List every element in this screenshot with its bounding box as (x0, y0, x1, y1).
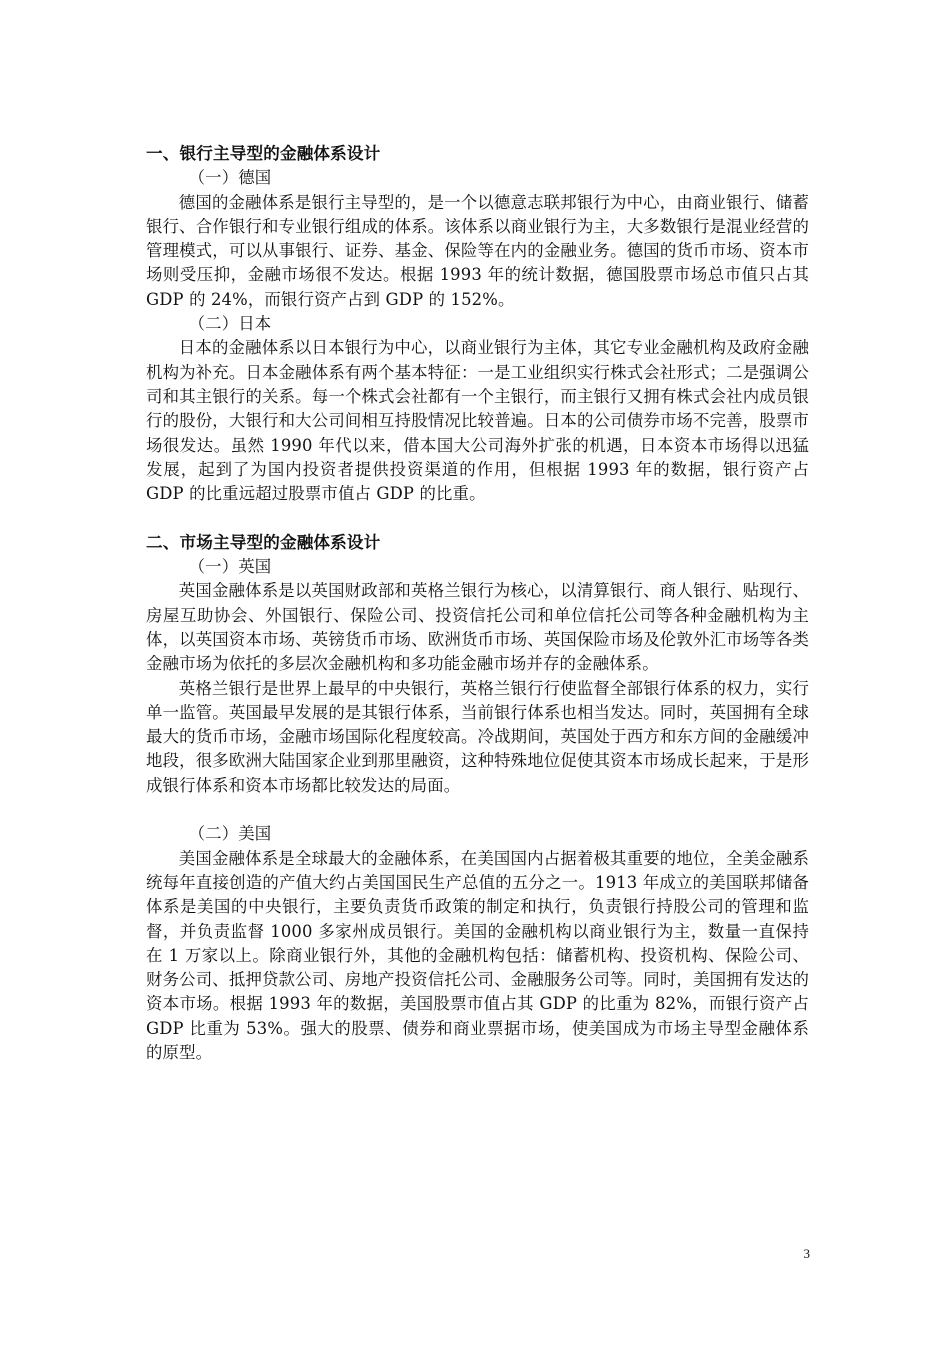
paragraph-us: 美国金融体系是全球最大的金融体系，在美国国内占据着极其重要的地位，全美金融系统每年直接创造的产值大约占美国国民生产总值的五分之一。1913 年成立的美国联邦储备体系是美国的中央银行，主要负责货币政策的制定和执行，负责银行持股公司的管理和监督，并负责监督 1000 多家州成员银行。美国的金融机构以商业银行为主，数量一直保持在 1 万家以上。除商业银行外，其他的金融机构包括：储蓄机构、投资机构、保险公司、财务公司、抵押贷款公司、房地产投资信托公司、金融服务公司等。同时，美国拥有发达的资本市场。根据 1993 年的数据，美国股票市值占其 GDP 的比重为 82%，而银行资产占 GDP 比重为 53%。强大的股票、债券和商业票据市场，使美国成为市场主导型金融体系的原型。 (146, 848, 809, 1062)
document-body (146, 142, 809, 1065)
section-1-title: 一、银行主导型的金融体系设计 (146, 144, 381, 163)
subheading-germany: （一）德国 (188, 168, 272, 188)
paragraph-uk-2: 英格兰银行是世界上最早的中央银行，英格兰银行行使监督全部银行体系的权力，实行单一监管。英国最早发展的是其银行体系，当前银行体系也相当发达。同时，英国拥有全球最大的货币市场，金融市场国际化程度较高。冷战期间，英国处于西方和东方间的金融缓冲地段，很多欧洲大陆国家企业到那里融资，这种特殊地位促使其资本市场成长起来，于是形成银行体系和资本市场都比较发达的局面。 (146, 678, 809, 795)
paragraph-uk-1: 英国金融体系是以英国财政部和英格兰银行为核心，以清算银行、商人银行、贴现行、房屋互助协会、外国银行、保险公司、投资信托公司和单位信托公司等各种金融机构为主体，以英国资本市场、英镑货币市场、欧洲货币市场、英国保险市场及伦敦外汇市场等各类金融市场为依托的多层次金融机构和多功能金融市场并存的金融体系。 (146, 581, 809, 674)
section-2-title: 二、市场主导型的金融体系设计 (146, 532, 381, 552)
subheading-uk: （一）英国 (188, 557, 272, 577)
paragraph-japan: 日本的金融体系以日本银行为中心，以商业银行为主体，其它专业金融机构及政府金融机构为补充。日本金融体系有两个基本特征：一是工业组织实行株式会社形式；二是强调公司和其主银行的关系。每一个株式会社都有一个主银行，而主银行又拥有株式会社内成员银行的股份，大银行和大公司间相互持股情况比较普遍。日本的公司债券市场不完善，股票市场很发达。虽然 1990 年代以来，借本国大公司海外扩张的机遇，日本资本市场得以迅猛发展，起到了为国内投资者提供投资渠道的作用，但根据 1993 年的数据，银行资产占 GDP 的比重远超过股票市值占 GDP 的比重。 (146, 338, 809, 504)
spacer (146, 506, 809, 530)
paragraph-germany: 德国的金融体系是银行主导型的，是一个以德意志联邦银行为中心，由商业银行、储蓄银行、合作银行和专业银行组成的体系。该体系以商业银行为主，大多数银行是混业经营的管理模式，可以从事银行、证券、基金、保险等在内的金融业务。德国的货币市场、资本市场则受压抑，金融市场很不发达。根据 1993 年的统计数据，德国股票市场总市值只占其 GDP 的 24%，而银行资产占到 GDP 的 152%。 (146, 192, 809, 309)
subheading-us: （二）美国 (188, 824, 272, 844)
subheading-japan: （二）日本 (188, 314, 272, 334)
page-number: 3 (803, 1246, 810, 1261)
spacer (146, 798, 809, 822)
